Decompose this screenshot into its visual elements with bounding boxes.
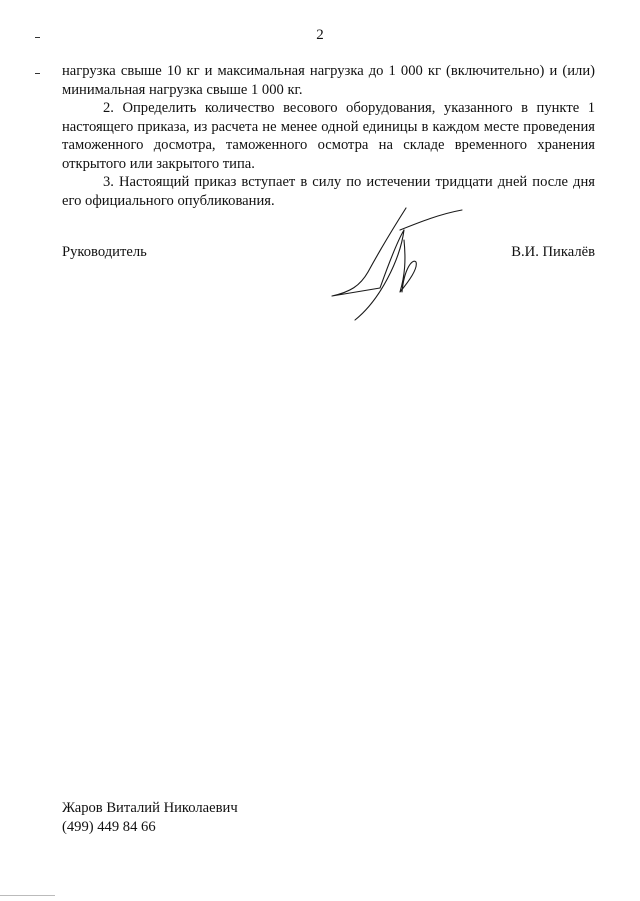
- signer-name: В.И. Пикалёв: [511, 244, 595, 260]
- paragraph-item-3: 3. Настоящий приказ вступает в силу по истечении тридцати дней после дня его официального опубликования.: [62, 174, 595, 209]
- margin-mark: [35, 37, 40, 38]
- handwritten-signature: [320, 200, 470, 330]
- contact-phone: (499) 449 84 66: [62, 819, 156, 835]
- page-number: 2: [316, 27, 324, 43]
- page-edge-line: [0, 895, 55, 896]
- signer-title: Руководитель: [62, 244, 147, 260]
- paragraph-item-2: 2. Определить количество весового оборудования, указанного в пункте 1 настоящего приказа, из расчета не менее одной единицы в каждом месте проведения таможенного досмотра, таможенного осмотра на складе временного хранения открытого или закрытого типа.: [62, 100, 595, 172]
- margin-mark: [35, 73, 40, 74]
- contact-name: Жаров Виталий Николаевич: [62, 800, 238, 816]
- paragraph-continuation: нагрузка свыше 10 кг и максимальная нагрузка до 1 000 кг (включительно) и (или) минимальная нагрузка свыше 1 000 кг.: [62, 63, 595, 98]
- document-body: [62, 62, 595, 210]
- contact-block: [62, 799, 238, 837]
